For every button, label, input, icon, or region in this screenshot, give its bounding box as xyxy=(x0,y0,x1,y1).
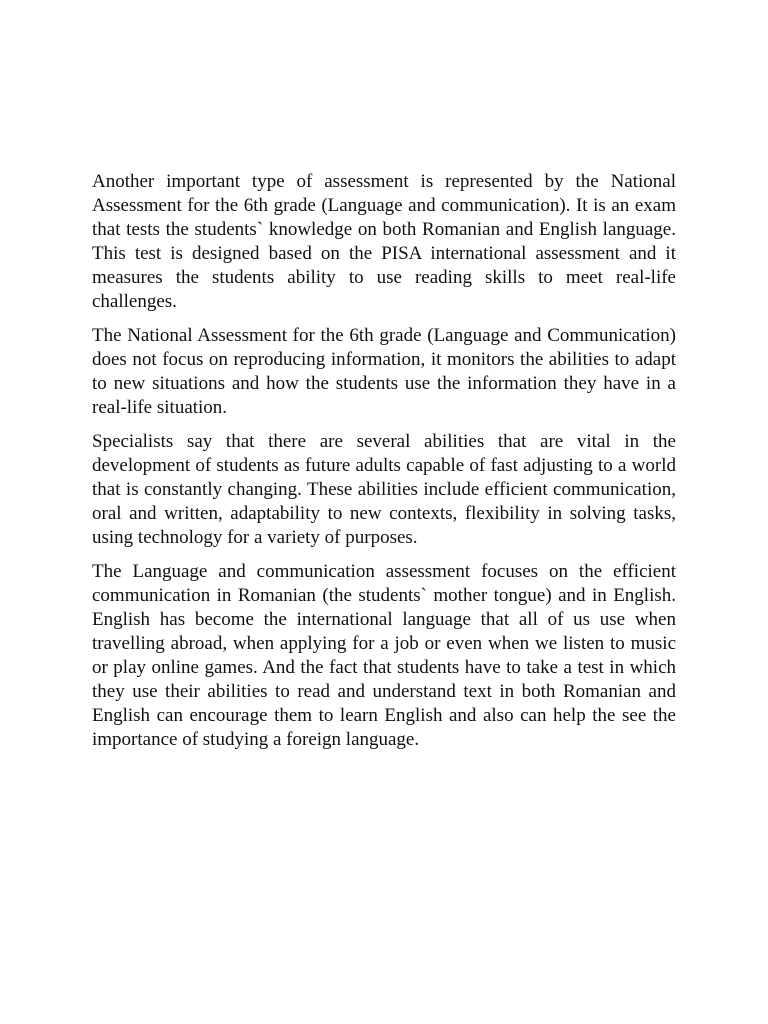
paragraph-language-communication: The Language and communication assessment focuses on the efficient communication in Romanian (the students` mother tongue) and in English. English has become the international language that all of us use when travelling abroad, when applying for a job or even when we listen to music or play online games. And the fact that students have to take a test in which they use their abilities to read and understand text in both Romanian and English can encourage them to learn English and also can help the see the importance of studying a foreign language. xyxy=(92,561,676,750)
paragraph-national-assessment-intro: Another important type of assessment is represented by the National Assessment for the 6th grade (Language and communication). It is an exam that tests the students` knowledge on both Romanian and English language. This test is designed based on the PISA international assessment and it measures the students ability to use reading skills to meet real-life challenges. xyxy=(92,171,676,312)
document-body xyxy=(92,170,676,762)
paragraph-assessment-focus: The National Assessment for the 6th grade (Language and Communication) does not focus on reproducing information, it monitors the abilities to adapt to new situations and how the students use the information they have in a real-life situation. xyxy=(92,325,676,418)
paragraph-vital-abilities: Specialists say that there are several abilities that are vital in the development of students as future adults capable of fast adjusting to a world that is constantly changing. These abilities include efficient communication, oral and written, adaptability to new contexts, flexibility in solving tasks, using technology for a variety of purposes. xyxy=(92,431,676,548)
